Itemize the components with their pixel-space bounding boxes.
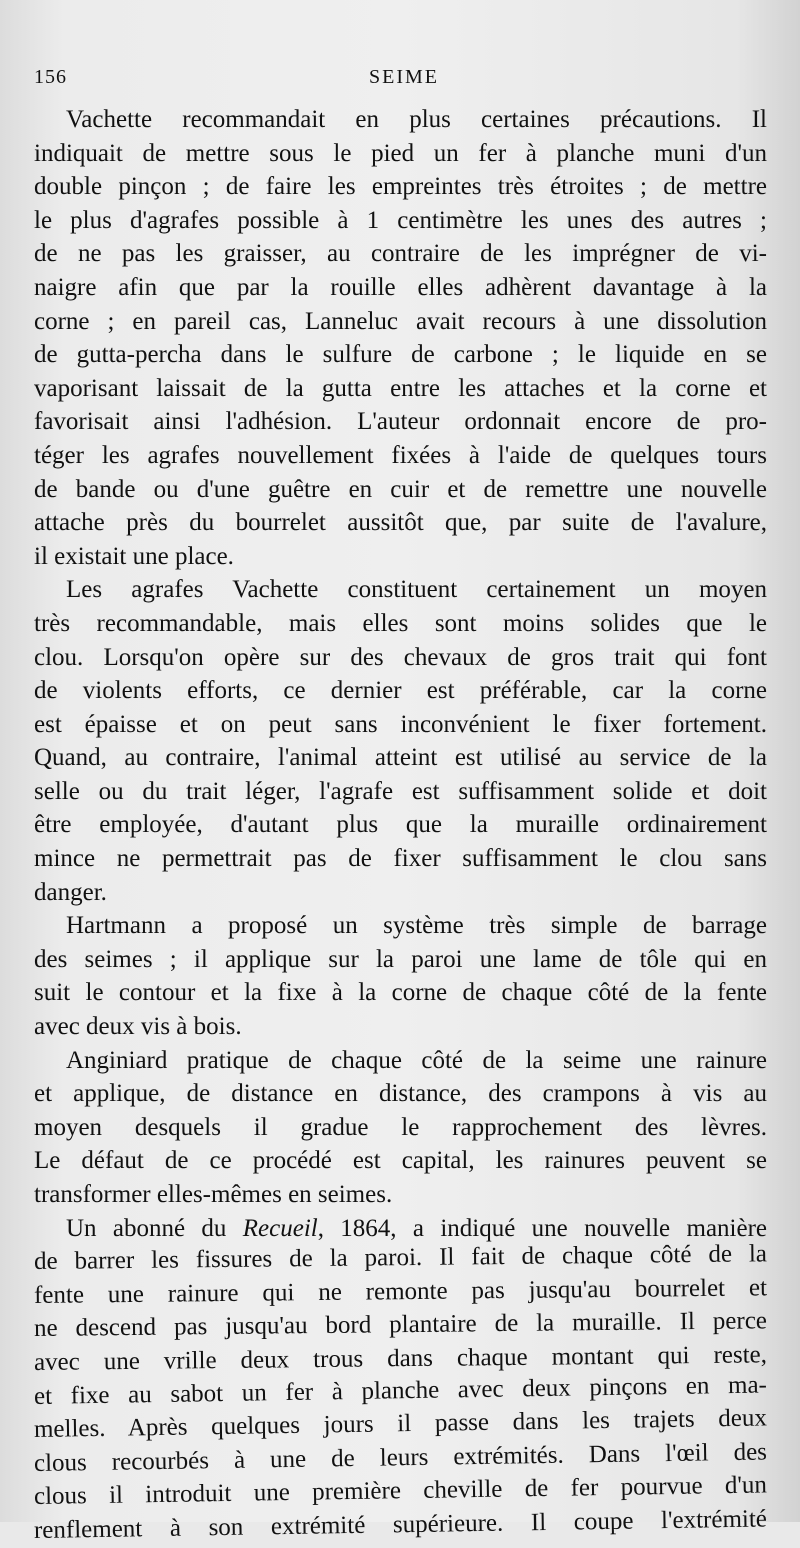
- text-line: de barrer les fissures de la paroi. Il fait de chaque côté de la: [33, 1240, 768, 1276]
- text-line: et fixe au sabot un fer à planche avec deux pinçons en ma-: [33, 1371, 768, 1410]
- text-line: des seimes ; il applique sur la paroi une lame de tôle qui en: [34, 945, 767, 973]
- text-line: renflement à son extrémité supérieure. Il coupe l'extrémité: [33, 1505, 768, 1544]
- text-line: double pinçon ; de faire les empreintes très étroites ; de mettre: [34, 173, 767, 201]
- text-line: danger.: [34, 878, 107, 906]
- text-line: et applique, de distance en distance, des crampons à vis au: [34, 1080, 767, 1108]
- text-line: clous il introduit une première cheville de fer pourvue d'un: [33, 1471, 768, 1511]
- page-number: 156: [34, 66, 67, 88]
- text-line: Quand, au contraire, l'animal atteint est utilisé au service de la: [34, 744, 767, 772]
- text-line: naigre afin que par la rouille elles adhèrent davantage à la: [34, 273, 767, 301]
- text-line: Vachette recommandait en plus certaines précautions. Il: [66, 106, 767, 133]
- text-line: de gutta-percha dans le sulfure de carbone ; le liquide en se: [34, 341, 767, 369]
- text-line: indiquait de mettre sous le pied un fer à planche muni d'un: [34, 139, 767, 167]
- text-line: selle ou du trait léger, l'agrafe est suffisamment solide et doit: [34, 777, 767, 805]
- text-line: avec deux vis à bois.: [34, 1013, 242, 1041]
- text-line: il existait une place.: [34, 542, 234, 570]
- body-text: [34, 103, 767, 1548]
- page-header: [34, 66, 774, 96]
- text-line: suit le contour et la fixe à la corne de chaque côté de la fente: [34, 979, 767, 1007]
- text-line: moyen desquels il gradue le rapprochement des lèvres.: [34, 1113, 767, 1141]
- text-line: fente une rainure qui ne remonte pas jusqu'au bourrelet et: [33, 1274, 768, 1309]
- text-fragment: , 1864, a indiqué une nouvelle manière: [317, 1214, 767, 1242]
- text-line: clous recourbés à une de leurs extrémités. Dans l'œil des: [33, 1438, 768, 1477]
- text-line: clou. Lorsqu'on opère sur des chevaux de gros trait qui font: [34, 643, 767, 671]
- text-line: vaporisant laissait de la gutta entre les attaches et la corne et: [34, 374, 767, 402]
- text-line: ne descend pas jusqu'au bord plantaire de la muraille. Il perce: [33, 1307, 768, 1343]
- text-line: le plus d'agrafes possible à 1 centimètre les unes des autres ;: [34, 206, 767, 234]
- text-line: Anginiard pratique de chaque côté de la seime une rainure: [66, 1046, 767, 1074]
- text-line: de bande ou d'une guêtre en cuir et de remettre une nouvelle: [34, 475, 767, 503]
- text-line: melles. Après quelques jours il passe dans les trajets deux: [33, 1404, 768, 1444]
- text-line: transformer elles-mêmes en seimes.: [34, 1181, 393, 1208]
- text-line: est épaisse et on peut sans inconvénient le fixer fortement.: [34, 710, 767, 738]
- text-line: Les agrafes Vachette constituent certainement un moyen: [66, 576, 767, 604]
- text-line: attache près du bourrelet aussitôt que, par suite de l'avalure,: [34, 509, 767, 537]
- text-line: très recommandable, mais elles sont moins solides que le: [34, 609, 767, 637]
- text-line: Le défaut de ce procédé est capital, les rainures peuvent se: [34, 1147, 767, 1175]
- text-line: avec une vrille deux trous dans chaque montant qui reste,: [33, 1341, 768, 1376]
- journal-title: Recueil: [242, 1214, 318, 1242]
- text-line: téger les agrafes nouvellement fixées à l'aide de quelques tours: [34, 441, 767, 469]
- text-line: mince ne permettrait pas de fixer suffisamment le clou sans: [34, 845, 767, 873]
- text-line: corne ; en pareil cas, Lanneluc avait recours à une dissolution: [34, 307, 767, 335]
- text-line: favorisait ainsi l'adhésion. L'auteur ordonnait encore de pro-: [34, 408, 767, 436]
- text-line: de violents efforts, ce dernier est préférable, car la corne: [34, 677, 767, 705]
- text-line: Hartmann a proposé un système très simple de barrage: [66, 912, 767, 940]
- text-line: être employée, d'autant plus que la muraille ordinairement: [34, 811, 767, 839]
- running-title: SEIME: [369, 66, 439, 88]
- text-fragment: Un abonné du: [66, 1214, 243, 1242]
- text-line: de ne pas les graisser, au contraire de les imprégner de vi-: [34, 240, 767, 268]
